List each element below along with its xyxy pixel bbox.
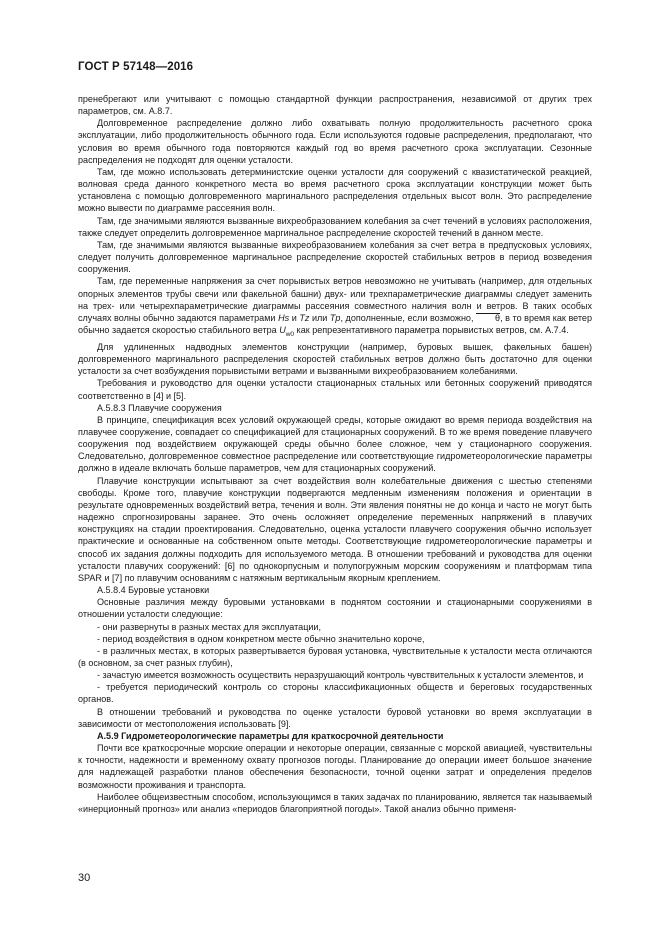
paragraph: В принципе, спецификация всех условий окружающей среды, которые ожидают во время периода воздействия на плавучее сооружение, совпадает со спецификацией для стационарных сооружений. В то же время поведение плавучего сооружения под воздействием окружающей среды обычно более сложное, чем у стационарного сооружения. Следовательно, долговременное совместное распределение или соответствующие гидрометеорологические параметры должно в идеале включать больше параметров, чем для стационарных сооружений. (78, 414, 592, 474)
paragraph: Почти все краткосрочные морские операции и некоторые операции, связанные с морской авиацией, чувствительны к точности, надежности и временному охвату прогнозов погоды. Планирование до операции имеет большое значение для надлежащей разработки планов обеспечения безопасности, точной оценки затрат и определения пределов возможности проживания и транспорта. (78, 743, 592, 790)
list-item: - в различных местах, в которых развертывается буровая установка, чувствительные к усталости места отличаются (в основном, за счет разных глубин), (78, 645, 592, 668)
page-number: 30 (78, 872, 91, 884)
paragraph: В отношении требований и руководства по оценке усталости буровой установки во время эксплуатации в зависимости от местоположения использовать [9]. (78, 706, 592, 729)
paragraph: пренебрегают или учитывают с помощью стандартной функции распространения, независимой от других трех параметров, см. А.8.7. (78, 94, 592, 117)
symbol-w0-subscript: w0 (285, 330, 295, 338)
paragraph: Долговременное распределение должно либо охватывать полную продолжительность расчетного срока эксплуатации, либо продолжительность обычного года. Если используются годовые распределения, предполагают, что условия во время обычного года повторяются каждый год во время расчетного срока эксплуатации. Сезонные распределения не подходят для оценки усталости. (78, 118, 592, 165)
list-item: - они развернуты в разных местах для эксплуатации, (97, 621, 322, 632)
paragraph: Там, где значимыми являются вызванные вихреобразованием колебания за счет ветра в предпусковых условиях, следует получить долговременное маргинальное распределение скоростей стабильных ветров в период возведения сооружения. (78, 239, 592, 275)
paragraph: Основные различия между буровыми установками в поднятом состоянии и стационарными сооружениями в отношении усталости следующие: (78, 597, 592, 620)
symbol-hs: Hs (278, 312, 290, 323)
subsection-heading: А.5.8.3 Плавучие сооружения (97, 402, 222, 413)
symbol-theta-bar: θ (476, 312, 500, 324)
paragraph: Там, где значимыми являются вызванные вихреобразованием колебания за счет течений в условиях расположения, также следует определить долговременное маргинальное распределение скоростей течений в данном месте. (78, 215, 592, 238)
paragraph: Там, где можно использовать детерминистские оценки усталости для сооружений с квазистатической реакцией, волновая среда данного конкретного места во время расчетного срока эксплуатации конструкции может быть установлена с помощью долговременного маргинального распределения отдельных высот волн. Это распределение можно вывести по диаграмме рассеяния волн. (78, 166, 592, 214)
subsection-heading: А.5.8.4 Буровые установки (97, 585, 210, 596)
list-item: - период воздействия в одном конкретном месте обычно значительно короче, (97, 633, 425, 644)
symbol-tz: Tz (299, 312, 310, 323)
paragraph: Требования и руководство для оценки усталости стационарных стальных или бетонных сооружений приводятся соответственно в [4] и [5]. (78, 378, 592, 401)
paragraph: Плавучие конструкции испытывают за счет воздействия волн колебательные движения с шестью степенями свободы. Кроме того, плавучие конструкции подвергаются медленным изменениям положения и ориентации в результате одновременных воздействий ветра, течения и волн. Эти явления понятны не до конца и часто не могут быть надежно спрогнозированы заранее. Это очень осложняет определение переменных напряжений в плавучих конструкциях на стадии проектирования. Следовательно, оценка усталости плавучего сооружения обычно использует практические и основанные на собственном опыте методы. Соответствующие гидрометеорологические параметры и способ их задания должны подходить для используемого метода. В отношении требований и руководства для оценки усталости плавучих сооружений: [6] по однокорпусным и полупогружным морским сооружениям и платформам типа SPAR и [7] по плавучим основаниям с натяжным вертикальным якорным креплением. (78, 475, 592, 583)
paragraph-gust-winds: Там, где переменные напряжения за счет порывистых ветров невозможно не учитывать (например, для отдельных опорных элементов трубы свечи или факельной башни) двух- или трехпараметрические диаграммы следует заменить на трех- или четырехпараметрические диаграммы рассеяния совместного наличия волн и ветров. В таких особых случаях волны обычно задаются параметрами Hs и Tz или Tp, дополненные, если возможно, θ, в то время как ветер обычно задается скоростью стабильного ветра $U_{w0}$ как репрезентативного параметра порывистых ветров, см. А.7.4. (78, 276, 592, 338)
section-heading: А.5.9 Гидрометеорологические параметры для краткосрочной деятельности (97, 730, 444, 741)
paragraph: Для удлиненных надводных элементов конструкции (например, буровых вышек, факельных башен) долговременного маргинального распределения скоростей стабильных ветров должно быть достаточно для оценки усталости за счет возбуждения порывистыми ветрами и вызванными вихреобразованием колебаниями. (78, 341, 592, 377)
symbol-u: U (279, 324, 286, 335)
symbol-tp: Tp (329, 312, 341, 323)
list-item: - требуется периодический контроль со стороны классификационных обществ и береговых государственных органов. (78, 682, 592, 705)
list-item: - зачастую имеется возможность осуществить неразрушающий контроль чувствительных к усталости элементов, и (97, 670, 584, 681)
document-header: ГОСТ Р 57148—2016 (78, 61, 194, 73)
paragraph: Наиболее общеизвестным способом, использующимся в таких задачах по планированию, является так называемый «инерционный прогноз» или анализ «периодов благоприятной погоды». Такой анализ обычно применя- (78, 791, 592, 814)
document-body (78, 93, 592, 815)
